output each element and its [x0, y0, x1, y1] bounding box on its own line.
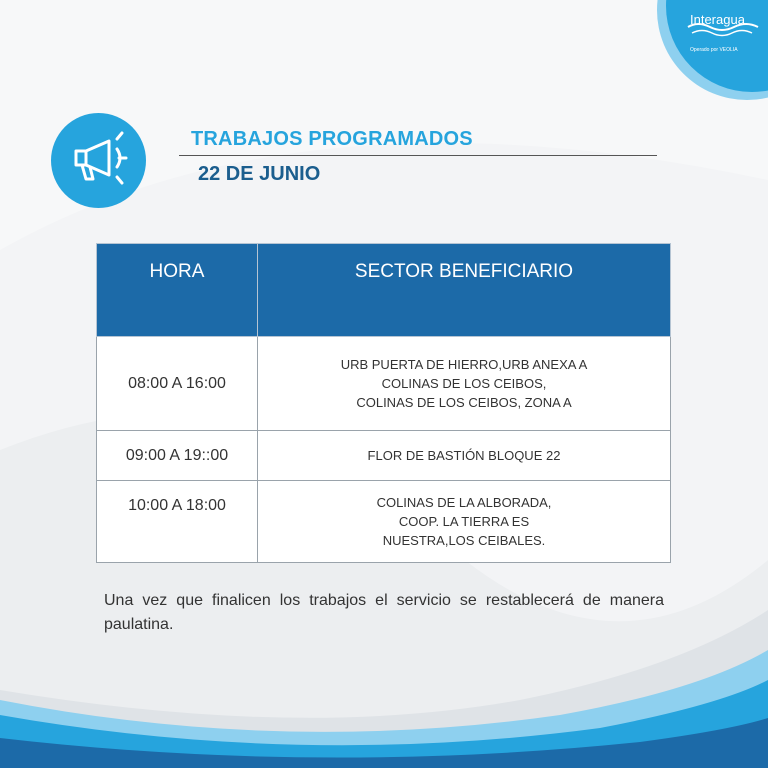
table-row [97, 481, 671, 563]
schedule-table [96, 243, 671, 563]
brand-sub: Operado por VEOLIA [690, 47, 738, 53]
hora-cell: 08:00 A 16:00 [97, 337, 258, 431]
title-divider [179, 155, 657, 156]
hora-cell: 10:00 A 18:00 [97, 481, 258, 563]
sector-cell [258, 431, 671, 481]
sector-cell [258, 337, 671, 431]
table-row [97, 431, 671, 481]
column-header-sector: SECTOR BENEFICIARIO [258, 244, 671, 337]
sector-line: COLINAS DE LOS CEIBOS, [381, 376, 547, 391]
sector-line: COOP. LA TIERRA ES [398, 514, 530, 529]
service-note: Una vez que finalicen los trabajos el servicio se restablecerá de manera paulatina. [104, 592, 664, 633]
date-label: 22 DE JUNIO [198, 163, 321, 185]
sector-line: COLINAS DE LOS CEIBOS, ZONA A [356, 395, 572, 410]
hora-cell: 09:00 A 19::00 [97, 431, 258, 481]
sector-line: FLOR DE BASTIÓN BLOQUE 22 [367, 448, 561, 463]
page-title: TRABAJOS PROGRAMADOS [191, 128, 473, 150]
column-header-hora: HORA [97, 244, 258, 337]
table-row [97, 337, 671, 431]
sector-cell [258, 481, 671, 563]
brand-name: Interagua [690, 12, 745, 27]
sector-line: NUESTRA,LOS CEIBALES. [382, 533, 546, 548]
table-header-row [97, 244, 671, 337]
megaphone-icon [51, 113, 146, 208]
sector-line: COLINAS DE LA ALBORADA, [376, 495, 552, 510]
sector-line: URB PUERTA DE HIERRO,URB ANEXA A [340, 357, 588, 372]
